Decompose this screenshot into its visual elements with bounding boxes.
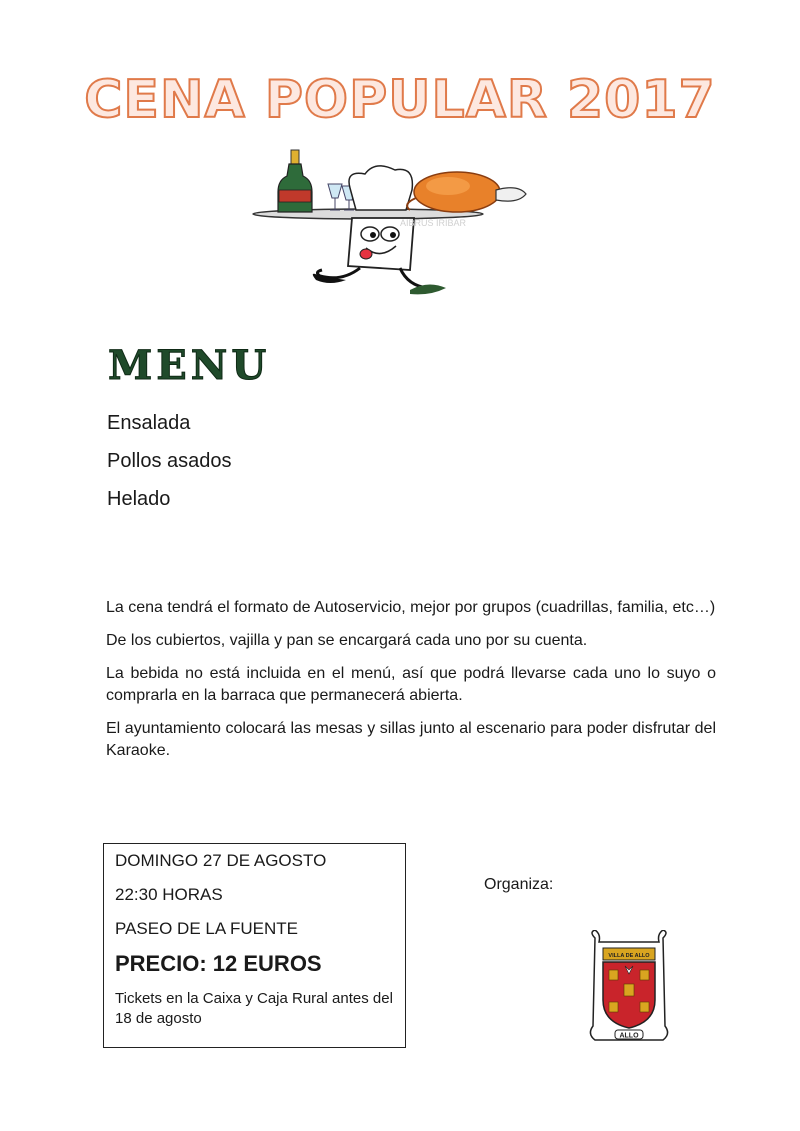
chef-hat-icon (349, 166, 412, 210)
info-paragraph: El ayuntamiento colocará las mesas y sillas junto al escenario para poder disfrutar del Karaoke. (106, 720, 716, 759)
roast-chicken-icon (407, 172, 526, 212)
town-crest-icon (585, 930, 673, 1046)
event-price: PRECIO: 12 EUROS (115, 951, 322, 976)
menu-heading: MENU (108, 342, 271, 389)
menu-item: Ensalada (107, 412, 191, 434)
menu-list (107, 410, 232, 524)
chef-waiter-illustration (250, 148, 540, 300)
info-paragraph: La cena tendrá el formato de Autoservicio, mejor por grupos (cuadrillas, familia, etc…) (106, 599, 716, 616)
event-details-box (103, 843, 406, 1048)
illustration-watermark: AIBRUS IRIBAR (400, 218, 467, 228)
event-time: 22:30 HORAS (115, 885, 223, 904)
wine-bottle-icon (278, 150, 312, 212)
menu-item: Helado (107, 488, 171, 510)
event-place: PASEO DE LA FUENTE (115, 919, 298, 938)
tickets-note: Tickets en la Caixa y Caja Rural antes del 18 de agosto (115, 990, 393, 1027)
info-paragraph: La bebida no está incluida en el menú, así que podrá llevarse cada uno lo suyo o comprarla en la barraca que permanecerá abierta. (106, 665, 716, 704)
crest-banner-text: VILLA DE ALLO (608, 953, 650, 959)
event-info-text (106, 597, 716, 773)
menu-item: Pollos asados (107, 450, 232, 472)
info-paragraph: De los cubiertos, vajilla y pan se encargará cada uno por su cuenta. (106, 632, 588, 649)
crest-caption: ALLO (619, 1032, 639, 1040)
event-date: DOMINGO 27 DE AGOSTO (115, 851, 327, 870)
organizer-label: Organiza: (484, 876, 554, 893)
poster-title: CENA POPULAR 2017 (84, 70, 716, 130)
